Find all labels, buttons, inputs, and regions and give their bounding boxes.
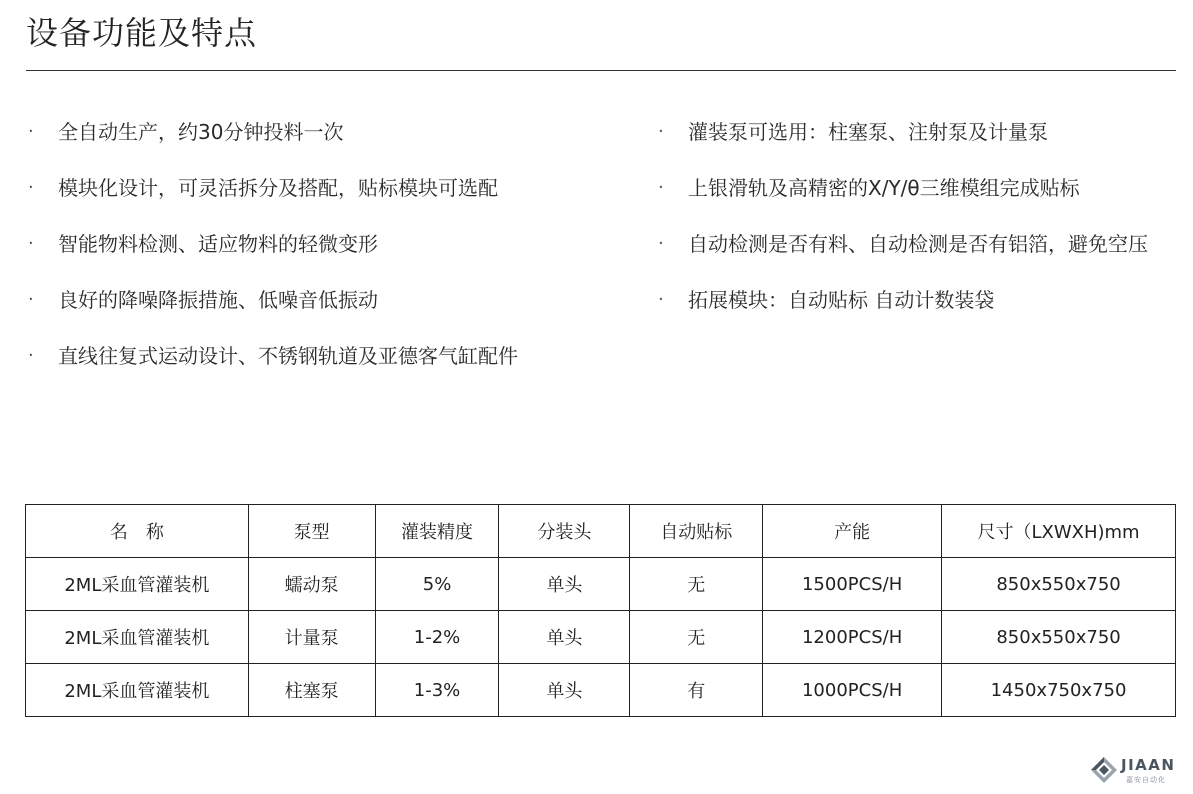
logo-brand-text: JIAAN bbox=[1121, 756, 1176, 774]
title-divider bbox=[26, 70, 1176, 71]
cell-fill-accuracy: 5% bbox=[375, 558, 499, 611]
feature-item: · 上银滑轨及高精密的X/Y/θ三维模组完成贴标 bbox=[654, 160, 1174, 216]
cell-pump-type: 计量泵 bbox=[248, 611, 375, 664]
bullet-icon: · bbox=[28, 345, 34, 366]
bullet-icon: · bbox=[28, 233, 34, 254]
header-pump-type: 泵型 bbox=[248, 505, 375, 558]
cell-fill-accuracy: 1-2% bbox=[375, 611, 499, 664]
cell-fill-accuracy: 1-3% bbox=[375, 664, 499, 717]
bullet-icon: · bbox=[658, 289, 664, 310]
company-logo bbox=[1090, 754, 1190, 788]
features-right-list bbox=[654, 104, 1174, 328]
cell-dimensions: 850x550x750 bbox=[942, 611, 1176, 664]
bullet-icon: · bbox=[28, 289, 34, 310]
header-auto-label: 自动贴标 bbox=[630, 505, 763, 558]
feature-item: · 全自动生产，约30分钟投料一次 bbox=[24, 104, 624, 160]
cell-auto-label: 有 bbox=[630, 664, 763, 717]
features-left-list bbox=[24, 104, 624, 384]
bullet-icon: · bbox=[28, 121, 34, 142]
table-row bbox=[26, 558, 1176, 611]
cell-name: 2ML采血管灌装机 bbox=[26, 558, 249, 611]
bullet-icon: · bbox=[658, 177, 664, 198]
bullet-icon: · bbox=[658, 233, 664, 254]
table-row bbox=[26, 664, 1176, 717]
header-fill-accuracy: 灌装精度 bbox=[375, 505, 499, 558]
cell-fill-heads: 单头 bbox=[499, 664, 630, 717]
cell-auto-label: 无 bbox=[630, 558, 763, 611]
cell-dimensions: 850x550x750 bbox=[942, 558, 1176, 611]
cell-pump-type: 蠕动泵 bbox=[248, 558, 375, 611]
cell-fill-heads: 单头 bbox=[499, 558, 630, 611]
cell-name: 2ML采血管灌装机 bbox=[26, 664, 249, 717]
feature-item: · 自动检测是否有料、自动检测是否有铝箔，避免空压 bbox=[654, 216, 1174, 272]
cell-capacity: 1200PCS/H bbox=[763, 611, 942, 664]
cell-pump-type: 柱塞泵 bbox=[248, 664, 375, 717]
logo-sub-text: 嘉安自动化 bbox=[1126, 776, 1166, 784]
feature-item: · 模块化设计，可灵活拆分及搭配，贴标模块可选配 bbox=[24, 160, 624, 216]
diamond-logo-icon bbox=[1090, 756, 1118, 784]
cell-fill-heads: 单头 bbox=[499, 611, 630, 664]
cell-capacity: 1500PCS/H bbox=[763, 558, 942, 611]
cell-name: 2ML采血管灌装机 bbox=[26, 611, 249, 664]
table-row bbox=[26, 611, 1176, 664]
table-header-row bbox=[26, 505, 1176, 558]
spec-table bbox=[25, 504, 1176, 717]
feature-item: · 直线往复式运动设计、不锈钢轨道及亚德客气缸配件 bbox=[24, 328, 624, 384]
header-fill-heads: 分装头 bbox=[499, 505, 630, 558]
feature-item: · 智能物料检测、适应物料的轻微变形 bbox=[24, 216, 624, 272]
feature-item: · 灌装泵可选用：柱塞泵、注射泵及计量泵 bbox=[654, 104, 1174, 160]
header-name: 名 称 bbox=[26, 505, 249, 558]
cell-capacity: 1000PCS/H bbox=[763, 664, 942, 717]
bullet-icon: · bbox=[658, 121, 664, 142]
feature-item: · 良好的降噪降振措施、低噪音低振动 bbox=[24, 272, 624, 328]
header-capacity: 产能 bbox=[763, 505, 942, 558]
cell-auto-label: 无 bbox=[630, 611, 763, 664]
header-dimensions: 尺寸（LXWXH)mm bbox=[942, 505, 1176, 558]
feature-item: · 拓展模块：自动贴标 自动计数装袋 bbox=[654, 272, 1174, 328]
page-title: 设备功能及特点 bbox=[26, 14, 258, 52]
cell-dimensions: 1450x750x750 bbox=[942, 664, 1176, 717]
bullet-icon: · bbox=[28, 177, 34, 198]
